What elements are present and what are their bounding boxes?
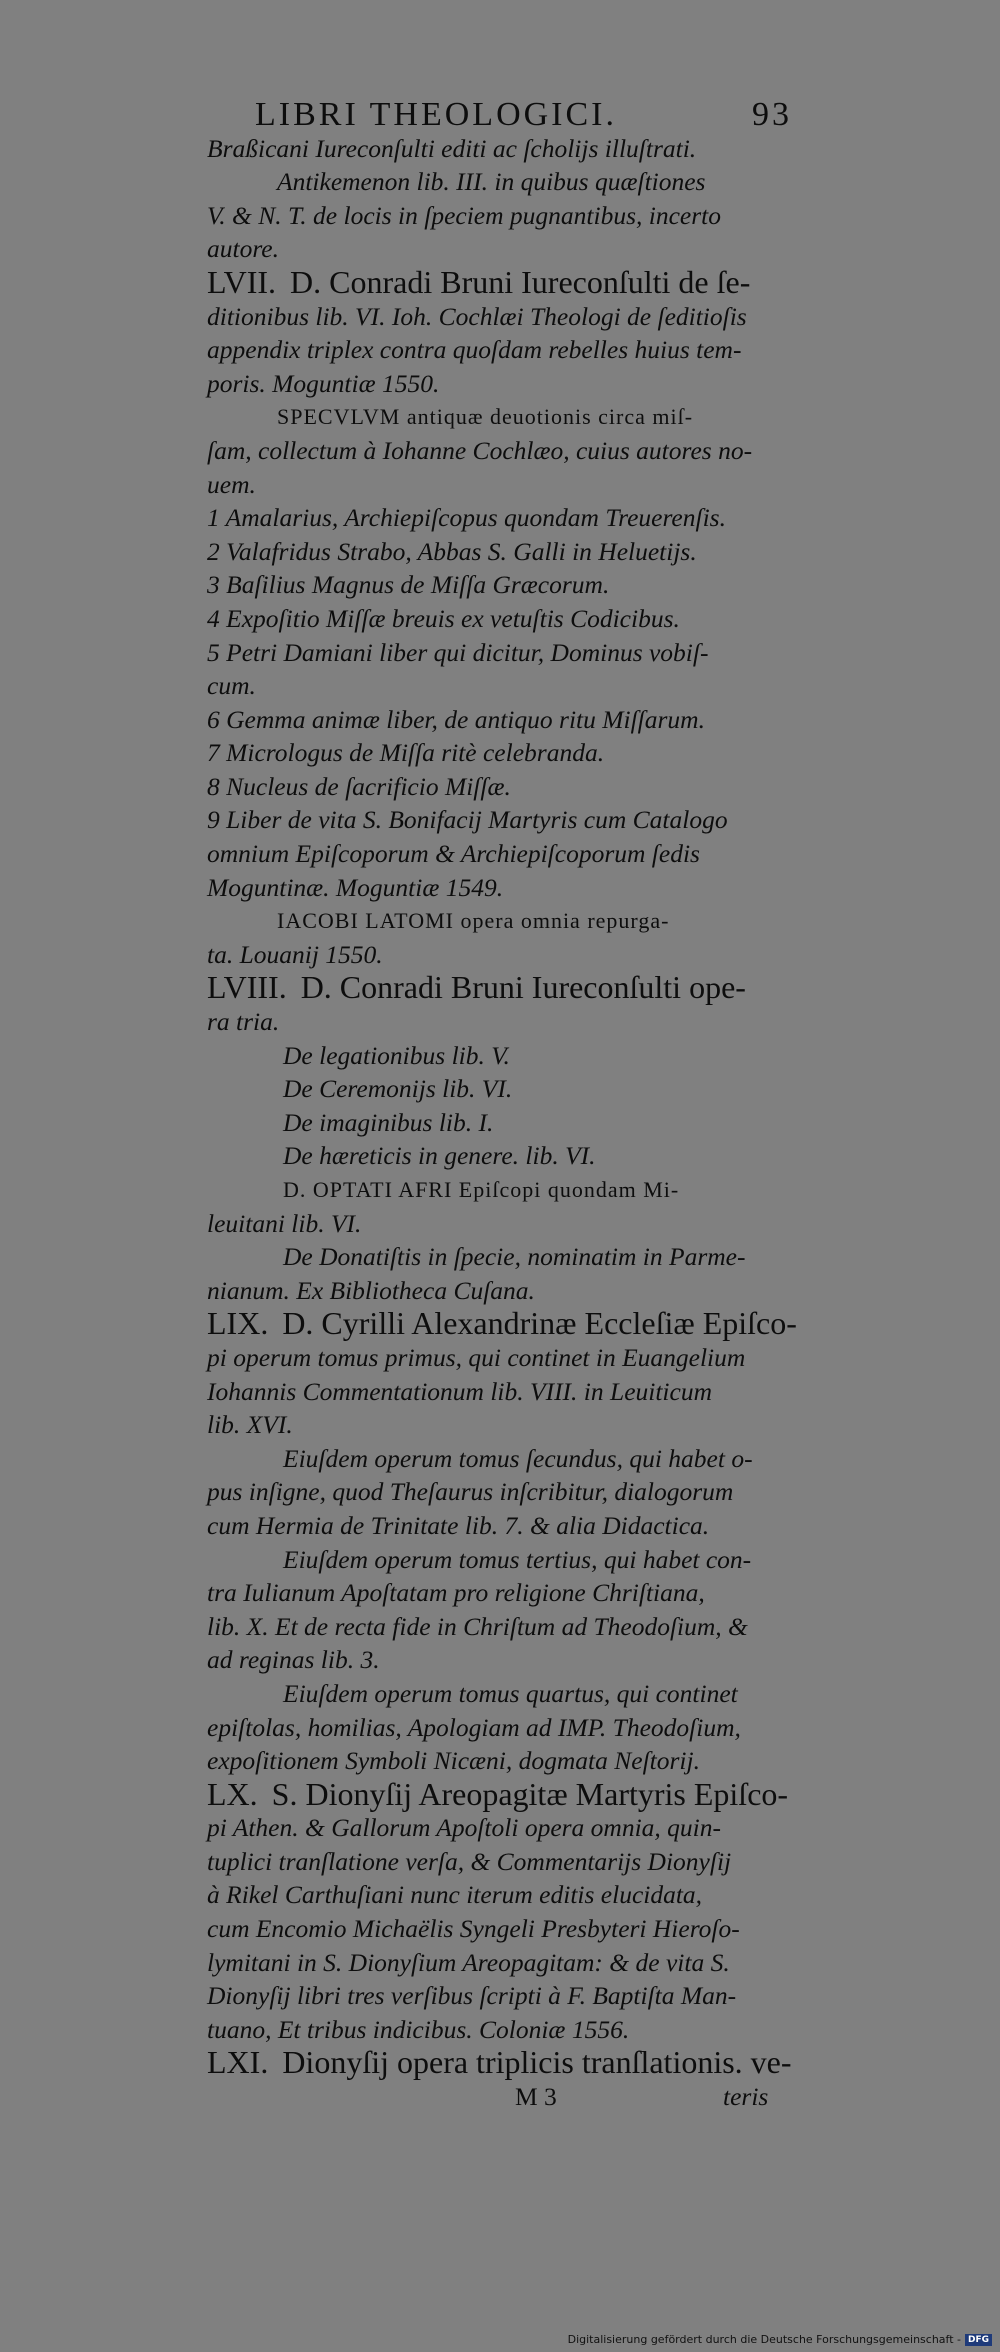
text-line: Eiuſdem operum tomus tertius, qui habet con- bbox=[283, 1544, 752, 1574]
text-line: tra Iulianum Apoſtatam pro religione Chriſtiana, bbox=[207, 1578, 705, 1608]
text-line: D. OPTATI AFRI Epiſcopi quondam Mi- bbox=[283, 1177, 680, 1202]
text-line: cum Encomio Michaëlis Syngeli Presbyteri Hieroſo- bbox=[207, 1914, 740, 1944]
list-item: 4 Expoſitio Miſſæ breuis ex vetuſtis Codicibus. bbox=[207, 603, 680, 633]
page-number: 93 bbox=[752, 96, 792, 133]
page-text bbox=[207, 98, 807, 2114]
text-line: Antikemenon lib. III. in quibus quæſtiones bbox=[277, 167, 706, 197]
section-title: D. Conradi Bruni Iureconſulti ope- bbox=[300, 969, 746, 1006]
text-line: nianum. Ex Bibliotheca Cuſana. bbox=[207, 1275, 535, 1305]
text-line: autore. bbox=[207, 234, 280, 264]
text-line: ſam, collectum à Iohanne Cochlæo, cuius autores no- bbox=[207, 435, 753, 465]
text-line: Eiuſdem operum tomus ſecundus, qui habet o- bbox=[283, 1443, 753, 1473]
section-number: LIX. bbox=[207, 1305, 269, 1342]
text-line: omnium Epiſcoporum & Archiepiſcoporum ſedis bbox=[207, 839, 700, 869]
text-line: poris. Moguntiæ 1550. bbox=[207, 368, 440, 398]
text-line: leuitani lib. VI. bbox=[207, 1208, 362, 1238]
text-line: epiſtolas, homilias, Apologiam ad IMP. Theodoſium, bbox=[207, 1712, 741, 1742]
running-title: LIBRI THEOLOGICI. bbox=[255, 96, 617, 133]
text-line: cum Hermia de Trinitate lib. 7. & alia Didactica. bbox=[207, 1510, 710, 1540]
text-line: lib. XVI. bbox=[207, 1410, 293, 1440]
text-line: Iohannis Commentationum lib. VIII. in Leuiticum bbox=[207, 1376, 712, 1406]
text-line: Dionyſij libri tres verſibus ſcripti à F. Baptiſta Man- bbox=[207, 1981, 737, 2011]
section-number: LVIII. bbox=[207, 969, 287, 1006]
text-line: lib. X. Et de recta fide in Chriſtum ad Theodoſium, & bbox=[207, 1611, 748, 1641]
credit-text: Digitalisierung gefördert durch die Deutsche Forschungsgemeinschaft - bbox=[567, 2333, 961, 2346]
text-line: expoſitionem Symboli Nicæni, dogmata Neſtorij. bbox=[207, 1746, 700, 1776]
list-item: 7 Micrologus de Miſſa ritè celebranda. bbox=[207, 738, 605, 768]
catchword: teris bbox=[723, 2082, 769, 2112]
text-line: IACOBI LATOMI opera omnia repurga- bbox=[277, 908, 670, 934]
running-header bbox=[207, 98, 807, 132]
page-footer bbox=[207, 2080, 807, 2114]
digitization-credit bbox=[568, 2333, 992, 2346]
text-line: uem. bbox=[207, 469, 256, 499]
text-line: à Rikel Carthuſiani nunc iterum editis elucidata, bbox=[207, 1880, 703, 1910]
dfg-logo: DFG bbox=[965, 2334, 992, 2346]
text-line: De legationibus lib. V. bbox=[283, 1040, 510, 1070]
section-heading bbox=[207, 2046, 807, 2080]
list-item: 5 Petri Damiani liber qui dicitur, Dominus vobiſ- bbox=[207, 637, 709, 667]
text-line: tuano, Et tribus indicibus. Coloniæ 1556. bbox=[207, 2014, 630, 2044]
text-line: V. & N. T. de locis in ſpeciem pugnantibus, incerto bbox=[207, 200, 721, 230]
text-line: pus inſigne, quod Theſaurus inſcribitur, dialogorum bbox=[207, 1477, 734, 1507]
section-title: D. Conradi Bruni Iureconſulti de ſe- bbox=[290, 263, 751, 300]
section-number: LX. bbox=[207, 1775, 258, 1812]
section-number: LVII. bbox=[207, 263, 277, 300]
section-heading bbox=[207, 1775, 807, 1812]
text-line: De hæreticis in genere. lib. VI. bbox=[283, 1141, 596, 1171]
section-heading bbox=[207, 1307, 807, 1341]
text-line: De imaginibus lib. I. bbox=[283, 1107, 494, 1137]
list-item: 8 Nucleus de ſacrificio Miſſæ. bbox=[207, 771, 511, 801]
text-line: De Donatiſtis in ſpecie, nominatim in Parme- bbox=[283, 1242, 746, 1272]
text-line: pi operum tomus primus, qui continet in Euangelium bbox=[207, 1342, 746, 1372]
text-line: ra tria. bbox=[207, 1007, 280, 1037]
text-line: Braßicani Iureconſulti editi ac ſcholijs illuſtrati. bbox=[207, 133, 697, 163]
text-line: Eiuſdem operum tomus quartus, qui continet bbox=[283, 1678, 738, 1708]
section-number: LXI. bbox=[207, 2044, 269, 2081]
text-line: lymitani in S. Dionyſium Areopagitam: & de vita S. bbox=[207, 1947, 730, 1977]
section-heading bbox=[207, 971, 807, 1005]
text-line: appendix triplex contra quoſdam rebelles huius tem- bbox=[207, 335, 742, 365]
text-line: ad reginas lib. 3. bbox=[207, 1645, 380, 1675]
text-line: SPECVLVM antiquæ deuotionis circa miſ- bbox=[277, 404, 694, 430]
text-line: pi Athen. & Gallorum Apoſtoli opera omnia, quin- bbox=[207, 1813, 722, 1843]
list-item: 3 Baſilius Magnus de Miſſa Græcorum. bbox=[207, 570, 610, 600]
list-item: 2 Valafridus Strabo, Abbas S. Galli in Heluetijs. bbox=[207, 536, 697, 566]
text-line: Moguntinæ. Moguntiæ 1549. bbox=[207, 872, 504, 902]
section-title: D. Cyrilli Alexandrinæ Eccleſiæ Epiſco- bbox=[282, 1305, 797, 1342]
list-item: 9 Liber de vita S. Bonifacij Martyris cum Catalogo bbox=[207, 805, 728, 835]
text-line: ta. Louanij 1550. bbox=[207, 939, 383, 969]
list-item: 6 Gemma animæ liber, de antiquo ritu Miſſarum. bbox=[207, 704, 705, 734]
section-title: Dionyſij opera triplicis tranſlationis. ve- bbox=[282, 2044, 792, 2081]
section-title: S. Dionyſij Areopagitæ Martyris Epiſco- bbox=[271, 1775, 789, 1812]
section-heading bbox=[207, 263, 807, 300]
signature-mark: M 3 bbox=[515, 2082, 557, 2112]
text-line: ditionibus lib. VI. Ioh. Cochlæi Theologi de ſeditioſis bbox=[207, 301, 747, 331]
text-line: tuplici tranſlatione verſa, & Commentarijs Dionyſij bbox=[207, 1846, 732, 1876]
text-line: De Ceremonijs lib. VI. bbox=[283, 1074, 513, 1104]
text-line: cum. bbox=[207, 671, 256, 701]
list-item: 1 Amalarius, Archiepiſcopus quondam Treuerenſis. bbox=[207, 503, 726, 533]
